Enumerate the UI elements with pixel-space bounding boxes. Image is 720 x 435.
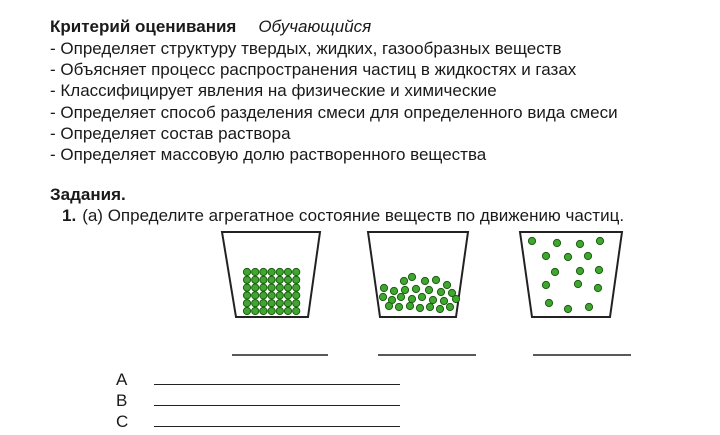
- particle: [380, 284, 387, 291]
- particle: [252, 292, 259, 299]
- criterion-item: - Определяет массовую долю растворенного вещества: [50, 145, 487, 165]
- particle: [564, 305, 571, 312]
- particle: [243, 300, 250, 307]
- task-text: (а) Определите агрегатное состояние веществ по движению частиц.: [82, 206, 625, 225]
- particle: [260, 292, 267, 299]
- particle: [268, 307, 275, 314]
- particle: [293, 276, 300, 283]
- particle: [252, 268, 259, 275]
- particle: [268, 300, 275, 307]
- particle: [276, 268, 283, 275]
- particle: [243, 292, 250, 299]
- particle: [395, 303, 402, 310]
- particle: [284, 300, 291, 307]
- beaker-gas-icon: [520, 232, 622, 317]
- answer-label: C: [116, 412, 129, 431]
- particle: [452, 295, 459, 302]
- particle: [551, 268, 558, 275]
- particle: [260, 276, 267, 283]
- particle: [426, 303, 433, 310]
- particle: [252, 284, 259, 291]
- answer-line[interactable]: [154, 426, 400, 427]
- particle: [564, 253, 571, 260]
- particle: [293, 300, 300, 307]
- particle: [260, 300, 267, 307]
- particle: [252, 276, 259, 283]
- criterion-item: - Определяет структуру твердых, жидких, газообразных веществ: [50, 39, 562, 58]
- particle: [260, 284, 267, 291]
- particle: [545, 299, 552, 306]
- particle: [293, 307, 300, 314]
- particle: [390, 287, 397, 294]
- beaker-solid-icon: [222, 232, 320, 317]
- particle: [276, 284, 283, 291]
- particle: [542, 281, 549, 288]
- particle: [418, 293, 425, 300]
- particle: [528, 237, 535, 244]
- criterion-item: - Объясняет процесс распространения частиц в жидкостях и газах: [50, 60, 577, 80]
- particle: [252, 307, 259, 314]
- particle: [243, 307, 250, 314]
- particle: [421, 277, 428, 284]
- criterion-item: - Классифицирует явления на физические и химические: [50, 81, 497, 101]
- particle: [243, 284, 250, 291]
- particle: [276, 276, 283, 283]
- particle: [440, 297, 447, 304]
- particle: [260, 307, 267, 314]
- particle: [437, 288, 444, 295]
- particle: [260, 268, 267, 275]
- particle: [401, 286, 408, 293]
- particle: [276, 292, 283, 299]
- particle: [443, 281, 450, 288]
- learner-label: Обучающийся: [258, 17, 372, 36]
- particle: [276, 307, 283, 314]
- particle: [293, 284, 300, 291]
- particle: [276, 300, 283, 307]
- particle: [284, 284, 291, 291]
- particle: [408, 273, 415, 280]
- particle: [268, 276, 275, 283]
- answer-line[interactable]: [154, 384, 400, 385]
- particle: [585, 303, 592, 310]
- task-number: 1.: [62, 206, 77, 225]
- particle: [553, 239, 560, 246]
- answer-row-c: [116, 412, 128, 432]
- particle: [594, 284, 601, 291]
- answer-label: B: [116, 391, 128, 410]
- tasks-title: Задания.: [50, 185, 126, 204]
- particle: [243, 276, 250, 283]
- particle: [284, 307, 291, 314]
- particle: [595, 266, 602, 273]
- particle: [397, 293, 404, 300]
- particle: [293, 268, 300, 275]
- particle: [429, 296, 436, 303]
- particle: [596, 237, 603, 244]
- particle: [268, 268, 275, 275]
- particle: [576, 240, 583, 247]
- particle: [406, 302, 413, 309]
- particle: [284, 292, 291, 299]
- particle: [542, 252, 549, 259]
- particle: [584, 252, 591, 259]
- particle: [284, 268, 291, 275]
- particle: [284, 276, 291, 283]
- criterion-item: - Определяет способ разделения смеси для определенного вида смеси: [50, 102, 618, 122]
- particle: [243, 268, 250, 275]
- particle: [446, 303, 453, 310]
- criterion-label: Критерий оценивания: [50, 17, 237, 36]
- answer-row-a: [116, 370, 127, 390]
- particle: [412, 285, 419, 292]
- particle: [252, 300, 259, 307]
- particle: [436, 305, 443, 312]
- particle: [574, 280, 581, 287]
- particle: [416, 304, 423, 311]
- answer-row-b: [116, 391, 127, 411]
- particle: [432, 276, 439, 283]
- particle: [379, 293, 386, 300]
- particle: [576, 267, 583, 274]
- answer-line[interactable]: [154, 405, 400, 406]
- particle: [268, 284, 275, 291]
- particle: [385, 302, 392, 309]
- particle: [408, 295, 415, 302]
- criterion-item: - Определяет состав раствора: [50, 123, 291, 143]
- particle: [293, 292, 300, 299]
- answer-label: A: [116, 370, 128, 389]
- particle: [268, 292, 275, 299]
- beaker-liquid-icon: [368, 232, 468, 317]
- particle: [425, 286, 432, 293]
- particle: [400, 277, 407, 284]
